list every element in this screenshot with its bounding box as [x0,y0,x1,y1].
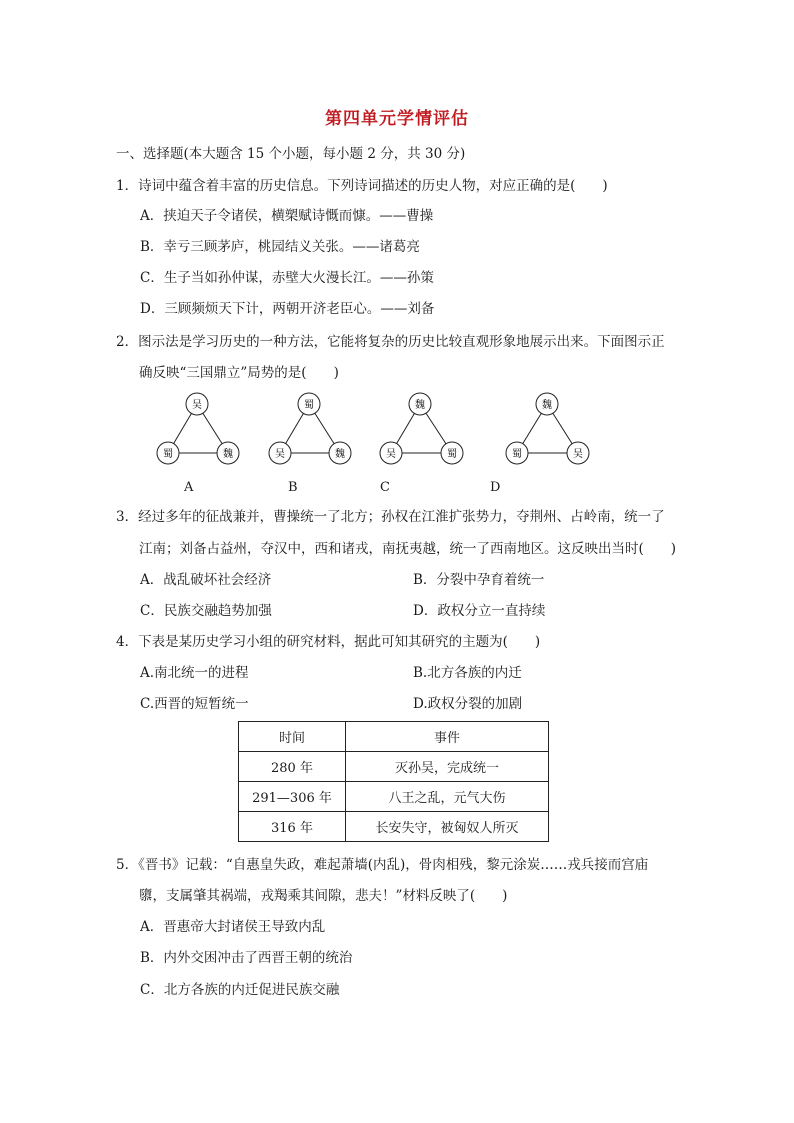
diagram-a [154,390,242,468]
q3-option-c: C．民族交融趋势加强 [140,603,272,619]
q4-option-c: C.西晋的短暂统一 [140,696,249,712]
diagram-d [502,390,596,468]
q3-option-a: A．战乱破坏社会经济 [140,572,272,588]
q4-option-b: B.北方各族的内迁 [413,665,522,681]
table-row [239,782,549,812]
q1-option-d: D．三顾频烦天下计，两朝开济老臣心。——刘备 [140,301,435,317]
table-cell-event: 八王之乱，元气大伤 [346,782,549,812]
q3-stem-line2: 江南；刘备占益州，夺汉中，西和诸戎，南抚夷越，统一了西南地区。这反映出当时( ) [139,541,677,557]
q4-option-d: D.政权分裂的加剧 [413,696,523,712]
diagram-c [376,390,464,468]
table-header-time: 时间 [239,722,346,752]
q3-stem-line1: 3．经过多年的征战兼并，曹操统一了北方；孙权在江淮扩张势力，夺荆州、占岭南，统一了 [116,509,665,525]
diagram-b [265,390,353,468]
table-header-event: 事件 [346,722,549,752]
diagram-d-label: D [490,480,501,495]
q1-option-b: B．幸亏三顾茅庐，桃园结义关张。——诸葛亮 [140,239,420,255]
q4-option-a: A.南北统一的进程 [140,665,249,681]
table-cell-time: 316 年 [239,812,346,842]
q3-option-d: D．政权分立一直持续 [413,603,546,619]
table-cell-time: 291—306 年 [239,782,346,812]
page-title: 第四单元学情评估 [325,109,469,129]
diagram-c-top-node: 魏 [415,400,425,411]
q5-option-b: B．内外交困冲击了西晋王朝的统治 [140,950,353,966]
q1-stem: 1．诗词中蕴含着丰富的历史信息。下列诗词描述的历史人物，对应正确的是( ) [116,178,608,194]
table-cell-time: 280 年 [239,752,346,782]
q1-option-a: A．挟迫天子令诸侯，横槊赋诗慨而慷。——曹操 [140,208,434,224]
diagram-d-top-node: 魏 [542,400,552,411]
q5-stem-line2: 隳，支属肇其祸端，戎羯乘其间隙，悲夫！”材料反映了( ) [139,888,508,904]
q5-stem-line1: 5．《晋书》记载：“自惠皇失政，难起萧墙(内乱)，骨肉相残，黎元涂炭……戎兵接而宫庙 [116,857,649,873]
diagram-d-left-node: 蜀 [512,449,522,460]
table-row [239,812,549,842]
diagram-d-right-node: 吴 [573,449,583,460]
diagram-c-label: C [380,480,390,495]
diagram-b-label: B [288,480,298,495]
diagram-a-top-node: 吴 [192,400,202,411]
q2-stem-line2: 确反映“三国鼎立”局势的是( ) [139,365,339,381]
q4-stem: 4．下表是某历史学习小组的研究材料，据此可知其研究的主题为( ) [116,634,541,650]
diagram-b-right-node: 魏 [335,449,345,460]
table-cell-event: 灭孙吴，完成统一 [346,752,549,782]
table-header-row [239,722,549,752]
q1-option-c: C．生子当如孙仲谋，赤壁大火漫长江。——孙策 [140,270,434,286]
diagram-a-right-node: 魏 [223,449,233,460]
q5-option-c: C．北方各族的内迁促进民族交融 [140,982,340,998]
diagram-a-label: A [184,480,194,495]
diagram-b-left-node: 吴 [275,449,285,460]
diagram-a-left-node: 蜀 [163,449,173,460]
diagram-c-right-node: 蜀 [447,449,457,460]
section-heading: 一、选择题(本大题含 15 个小题，每小题 2 分，共 30 分) [116,146,466,162]
events-table [238,721,549,842]
q5-option-a: A．晋惠帝大封诸侯王导致内乱 [140,919,326,935]
q2-stem-line1: 2．图示法是学习历史的一种方法，它能将复杂的历史比较直观形象地展示出来。下面图示正 [116,334,665,350]
table-row [239,752,549,782]
table-cell-event: 长安失守，被匈奴人所灭 [346,812,549,842]
diagram-b-top-node: 蜀 [304,400,314,411]
diagram-c-left-node: 吴 [386,449,396,460]
q3-option-b: B．分裂中孕育着统一 [413,572,545,588]
